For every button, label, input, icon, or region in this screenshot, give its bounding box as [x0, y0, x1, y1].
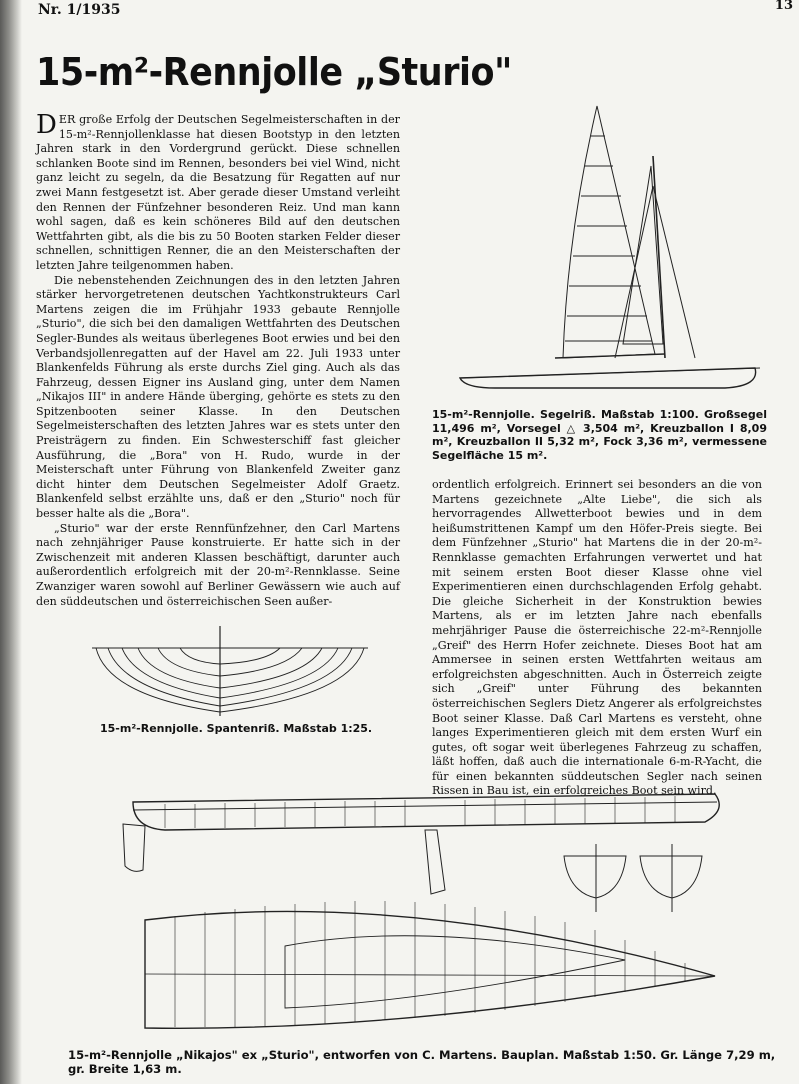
- foresail-outline: [623, 166, 663, 344]
- cross-section-drawing: [560, 836, 710, 916]
- section-left: [564, 856, 626, 898]
- hull-profile: [460, 368, 756, 388]
- mast: [653, 156, 665, 358]
- page-number: 13: [774, 0, 793, 13]
- construction-plan-caption: 15-m²-Rennjolle „Nikajos" ex „Sturio", entworfen von C. Martens. Bauplan. Maßstab 1:50. Gr. Länge 7,29 m, gr. Breite 1,63 m.: [68, 1048, 776, 1076]
- mainsail-outline: [563, 106, 655, 358]
- boom: [555, 354, 665, 358]
- paragraph-4: ordentlich erfolgreich. Erinnert sei besonders an die von Martens gezeichnete „Alte Liebe", die sich als hervorragendes Allwetterboot bewies und in dem heißumstrittenen Kampf um den Höfer-Preis siegte. Bei dem Fünfzehner „Sturio" hat Martens die in der 20-m²-Rennklasse gemachten Erfahrungen verwertet und hat mit seinem ersten Boot dieser Klasse ohne viel Experimentieren einen durchschlagenden Erfolg gehabt. Die gleiche Sicherheit in der Konstruktion bewies Martens, als er im letzten Jahre nach ebenfalls mehrjähriger Pause die österreichische 22-m²-Rennjolle „Greif" des Herrn Hofer zeichnete. Dieses Boot hat am Ammersee in seinen ersten Wettfahrten weitaus am erfolgreichsten abgeschnitten. Auch in Österreich zeigte sich „Greif" unter Führung des bekannten österreichischen Seglers Dietz Angerer als erfolgreichstes Boot seiner Klasse. Daß Carl Martens es versteht, ohne langes Experimentieren gleich mit dem ersten Wurf ein gutes, oft sogar weit überlegenes Fahrzeug zu schaffen, läßt hoffen, daß auch die internationale 6-m-R-Yacht, die für einen bekannten süddeutschen Segler nach seinen Rissen in Bau ist, ein erfolgreiches Boot sein wird.: [432, 478, 762, 798]
- binding-gutter-shadow: [0, 0, 22, 1084]
- centreboard: [425, 830, 445, 894]
- paragraph-1-text: ER große Erfolg der Deutschen Segelmeisterschaften in der 15-m²-Rennjollenklasse hat diesen Bootstyp in den letzten Jahren stark in den Vordergrund gerückt. Diese schnellen schlanken Boote sind im Rennen, besonders bei viel Wind, nicht ganz leicht zu segeln, da die Besatzung für Regatten auf nur zwei Mann festgesetzt ist. Aber gerade dieser Umstand verleiht den Rennen der Fünfzehner besonderen Reiz. Und man kann wohl sagen, daß es kein schöneres Bild auf den deutschen Wettfahrten gibt, als die bis zu 50 Booten starken Felder dieser schnellen, schnittigen Renner, die an den Meisterschaften der letzten Jahre teilgenommen haben.: [36, 113, 400, 272]
- drop-cap: D: [36, 110, 57, 140]
- body-plan-drawing: [88, 626, 378, 716]
- deck-plan-hull: [145, 911, 715, 1028]
- section-right: [640, 856, 702, 898]
- paragraph-2: Die nebenstehenden Zeichnungen des in den letzten Jahren stärker hervorgetretenen deutschen Yachtkonstrukteurs Carl Martens zeigen die im Frühjahr 1933 gebaute Rennjolle „Sturio", die sich bei den damaligen Wettfahrten des Deutschen Segler-Bundes als weitaus überlegenes Boot erwies und bei den Verbandsjollenregatten auf der Havel am 22. Juli 1933 unter Blankenfelds Führung als erste durchs Ziel ging. Auch als das Fahrzeug, dessen Eigner ins Ausland ging, unter dem Namen „Nikajos III" in andere Hände überging, gehörte es stets zu den Spitzenbooten seiner Klasse. In den Deutschen Segelmeisterschaften des letzten Jahres war es stets unter den Preisträgern zu finden. Ein Schwesterschiff fast gleicher Ausführung, die „Bora" von H. Rudo, wurde in der Meisterschaft unter Führung von Blankenfeld Zweiter ganz dicht hinter dem Deutschen Segelmeister Adolf Graetz. Blankenfeld selbst erzählte uns, daß er den „Sturio" noch für besser halte als die „Bora".: [36, 273, 400, 521]
- paragraph-3: „Sturio" war der erste Rennfünfzehner, den Carl Martens nach zehnjähriger Pause konstruierte. Er hatte sich in der Zwischenzeit mit anderen Klassen beschäftigt, darunter auch außerordentlich erfolgreich mit der 20-m²-Rennklasse. Seine Zwanziger waren sowohl auf Berliner Gewässern wie auch auf den süddeutschen und österreichischen Seen außer-: [36, 521, 400, 608]
- paragraph-1: [36, 110, 400, 274]
- right-text-column: [432, 478, 762, 799]
- issue-number: Nr. 1/1935: [38, 2, 121, 18]
- rudder: [123, 824, 145, 871]
- article-title: 15-m²-Rennjolle „Sturio": [36, 50, 512, 94]
- left-text-column: [36, 110, 400, 609]
- profile-hull: [133, 794, 719, 830]
- sail-plan-drawing: [455, 96, 775, 401]
- sail-plan-caption: 15-m²-Rennjolle. Segelriß. Maßstab 1:100. Großsegel 11,496 m², Vorsegel △ 3,504 m², Kreuzballon I 8,09 m², Kreuzballon II 5,32 m², Fock 3,36 m², vermessene Segelfläche 15 m².: [432, 408, 767, 462]
- frames-caption: 15-m²-Rennjolle. Spantenriß. Maßstab 1:25.: [100, 722, 373, 735]
